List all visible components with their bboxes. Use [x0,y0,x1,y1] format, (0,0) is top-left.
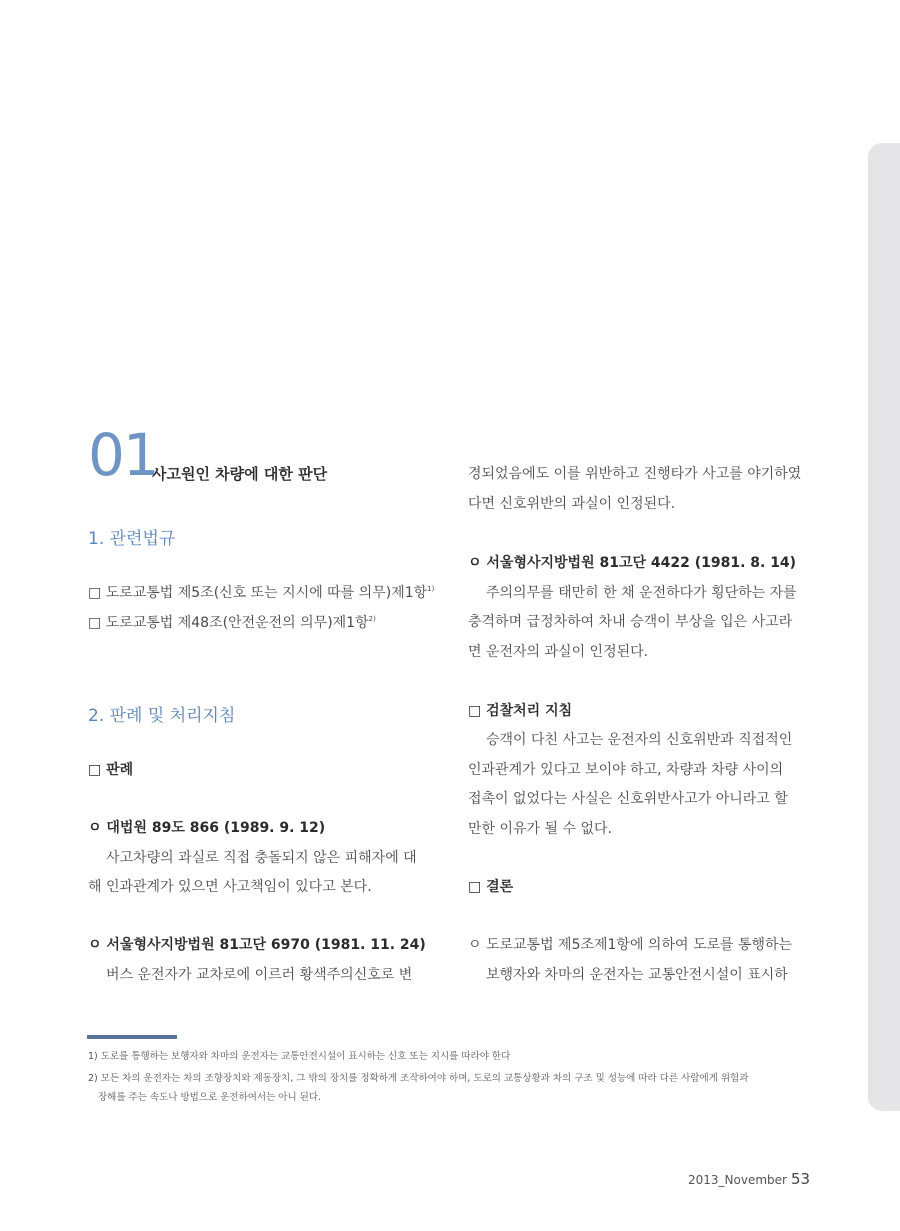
case2-continued-line: 다면 신호위반의 과실이 인정된다. [468,496,676,512]
issue-label: 2013_November [688,1173,787,1187]
footnote-1: 1) 도로를 통행하는 보행자와 차마의 운전자는 교통안전시설이 표시하는 신호 또는 지시를 따라야 한다 [88,1051,511,1062]
conclusion-text-line: 보행자와 차마의 운전자는 교통안전시설이 표시하 [486,967,788,983]
case2-heading: ㅇ 서울형사지방법원 81고단 6970 (1981. 11. 24) [88,937,426,953]
guideline-text-line: 접촉이 없었다는 사실은 신호위반사고가 아니라고 할 [468,791,788,807]
conclusion-text-line: ㅇ 도로교통법 제5조제1항에 의하여 도로를 통행하는 [468,937,793,953]
guideline-text-line: 승객이 다친 사고는 운전자의 신호위반과 직접적인 [486,732,793,748]
page-footer [688,1170,810,1188]
footnote-2-continued: 장해를 주는 속도나 방법으로 운전하여서는 아니 된다. [98,1092,322,1103]
footnote-2: 2) 모든 차의 운전자는 차의 조향장치와 제동장치, 그 밖의 장치를 정확하게 조작하여야 하며, 도로의 교통상황과 차의 구조 및 성능에 따라 다른 사람에게 위험과 [88,1073,749,1084]
law-item-2: □ 도로교통법 제48조(안전운전의 의무)제1항$^{2)}$ [88,615,376,631]
case2-continued-line: 경되었음에도 이를 위반하고 진행타가 사고를 야기하였 [468,466,802,482]
guideline-text-line: 만한 이유가 될 수 없다. [468,821,612,837]
case2-text-line: 버스 운전자가 교차로에 이르러 황색주의신호로 변 [106,967,413,983]
case3-heading: ㅇ 서울형사지방법원 81고단 4422 (1981. 8. 14) [468,555,797,571]
cases-heading: □ 판례 [88,762,134,778]
case3-text-line: 면 운전자의 과실이 인정된다. [468,644,649,660]
case1-heading: ㅇ 대법원 89도 866 (1989. 9. 12) [88,820,326,836]
section-heading-cases: 2. 판례 및 처리지침 [88,706,236,726]
chapter-number: 01 [88,421,158,489]
case3-text-line: 충격하며 급정차하여 차내 승객이 부상을 입은 사고라 [468,614,793,630]
law-item-1: □ 도로교통법 제5조(신호 또는 지시에 따를 의무)제1항$^{1)}$ [88,585,435,601]
case1-text-line: 해 인과관계가 있으면 사고책임이 있다고 본다. [88,879,372,895]
footnote-divider [87,1035,177,1039]
page-number: 53 [790,1170,811,1188]
section-heading-laws: 1. 관련법규 [88,529,176,549]
case1-text-line: 사고차량의 과실로 직접 충돌되지 않은 피해자에 대 [106,850,417,866]
guideline-text-line: 인과관계가 있다고 보이야 하고, 차량과 차량 사이의 [468,762,784,778]
guideline-heading: □ 검찰처리 지침 [468,703,573,719]
side-tab-decoration [868,143,900,1111]
conclusion-heading: □ 결론 [468,879,514,895]
case3-text-line: 주의의무를 태만히 한 채 운전하다가 횡단하는 자를 [486,585,797,601]
chapter-title: 사고원인 차량에 대한 판단 [152,465,328,483]
